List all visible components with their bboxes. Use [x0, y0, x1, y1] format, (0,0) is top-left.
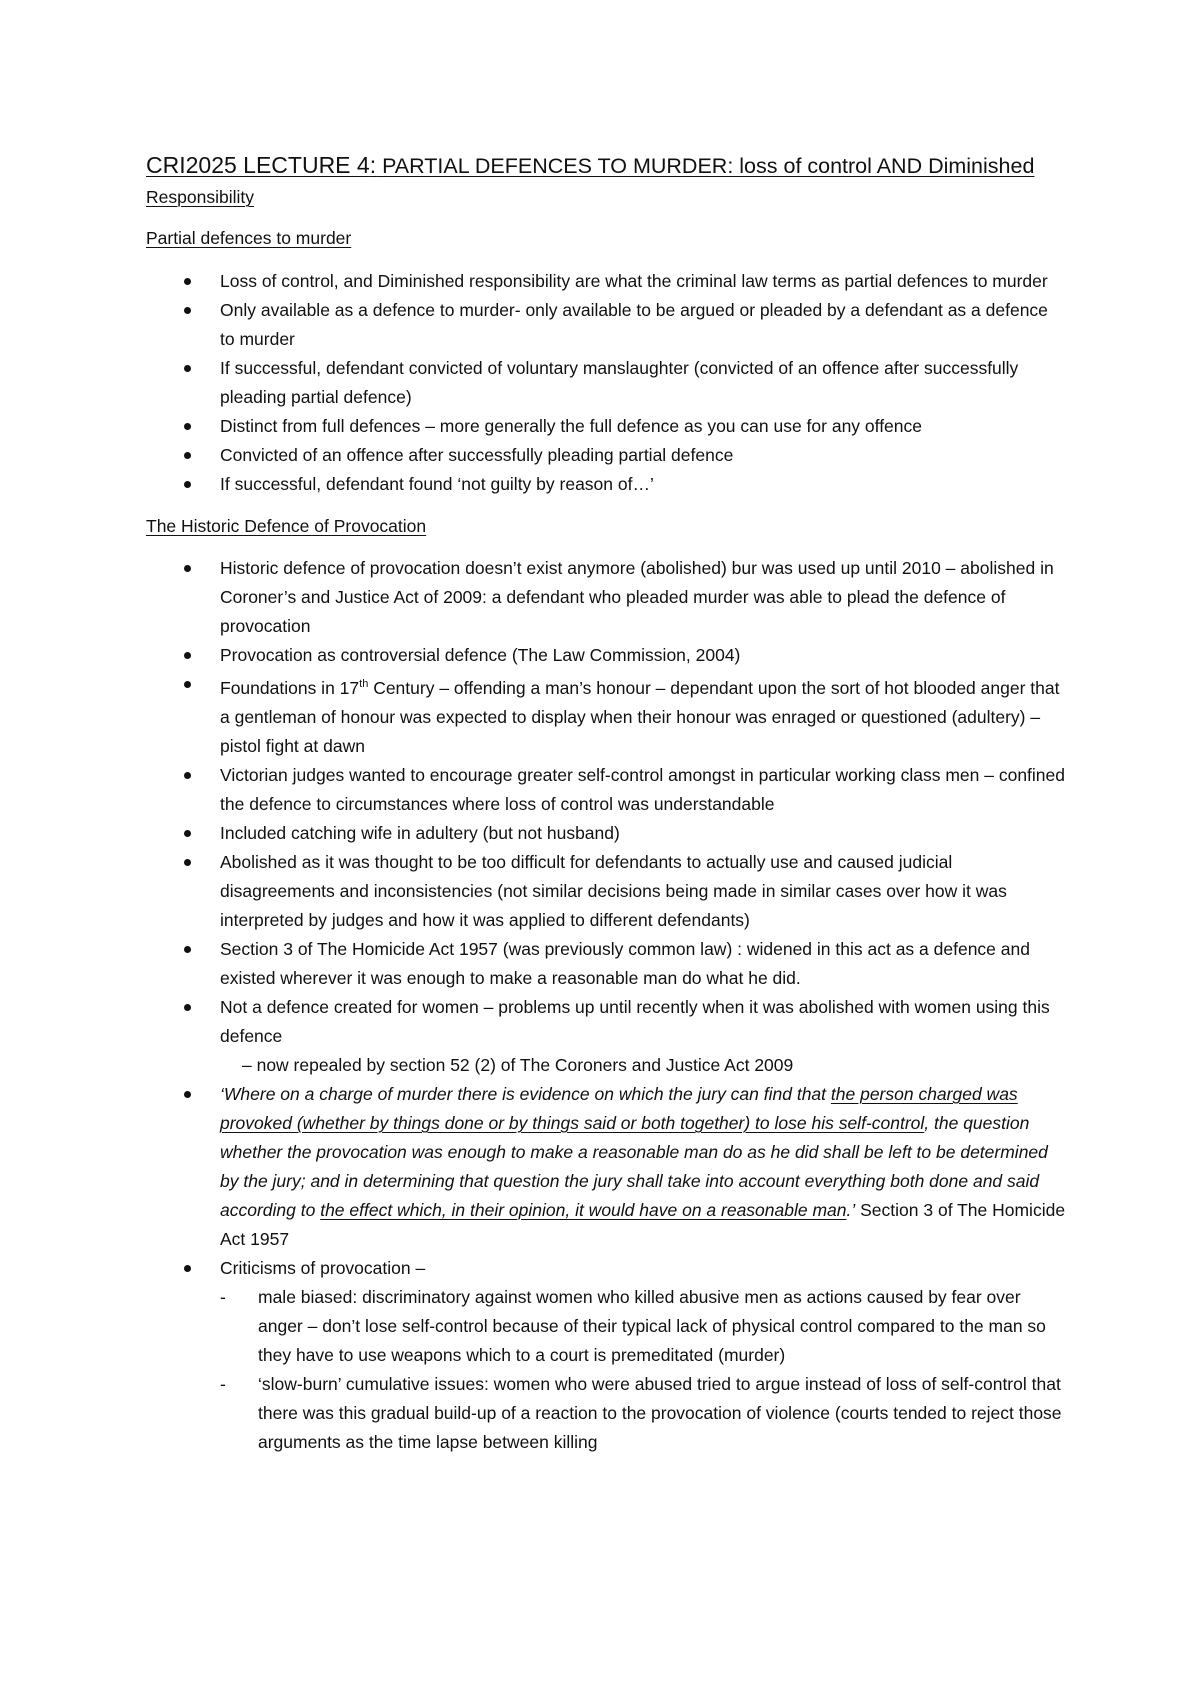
list-item: Section 3 of The Homicide Act 1957 (was previously common law) : widened in this act as a defence and existed wherever it was enough to make a reasonable man do what he did. — [146, 935, 1066, 993]
title-subtitle: PARTIAL DEFENCES TO MURDER: loss of control AND Diminished — [376, 154, 1035, 178]
list-item: Distinct from full defences – more generally the full defence as you can use for any offence — [146, 412, 1066, 441]
quote-part: .’ — [846, 1199, 856, 1220]
list-item: Included catching wife in adultery (but not husband) — [146, 819, 1066, 848]
document-title — [146, 150, 1066, 212]
section-heading-partial-defences: Partial defences to murder — [146, 228, 352, 248]
provocation-list-continued — [146, 1080, 1066, 1457]
quote-part: ‘Where on a charge of murder there is evidence on which the jury can find that — [220, 1083, 831, 1104]
document-page — [146, 150, 1066, 1457]
title-code: CRI2025 LECTURE 4 — [146, 152, 370, 178]
statute-quote-item — [146, 1080, 1066, 1254]
criticisms-label: Criticisms of provocation – — [220, 1257, 426, 1278]
item-text: Century – offending a man’s honour – dependant upon the sort of hot blooded anger that a gentleman of honour was expected to display when their honour was enraged or questioned (adultery) – pistol fight at dawn — [220, 677, 1060, 756]
sub-list-item: - male biased: discriminatory against women who killed abusive men as actions caused by fear over anger – don’t lose self-control because of their typical lack of physical control compared to the man so they have to use weapons which to a court is premeditated (murder) — [220, 1283, 1066, 1370]
section-heading-provocation: The Historic Defence of Provocation — [146, 516, 427, 536]
quote-underlined: the effect which, in their opinion, it would have on a reasonable man — [320, 1199, 847, 1220]
list-item: Historic defence of provocation doesn’t exist anymore (abolished) bur was used up until 2010 – abolished in Coroner’s and Justice Act of 2009: a defendant who pleaded murder was able to plead the defence of provocation — [146, 554, 1066, 641]
item-text: Foundations in 17 — [220, 677, 360, 698]
continuation-line: – now repealed by section 52 (2) of The Coroners and Justice Act 2009 — [242, 1054, 794, 1075]
list-item: Abolished as it was thought to be too difficult for defendants to actually use and caused judicial disagreements and inconsistencies (not similar decisions being made in similar cases over how it was interpreted by judges and how it was applied to different defendants) — [146, 848, 1066, 935]
quote-part: , the question whether the provocation was enough to make a reasonable man do as he did shall be left to be determined by the jury; and in determining that question the jury shall take into account everything both done and said according to — [220, 1112, 1048, 1220]
list-item: Convicted of an offence after successfully pleading partial defence — [146, 441, 1066, 470]
list-item — [146, 1254, 1066, 1457]
list-item: Only available as a defence to murder- only available to be argued or pleaded by a defendant as a defence to murder — [146, 296, 1066, 354]
quote-underlined: the person charged was provoked (whether by things done or by things said or both together) to lose his self-control — [220, 1083, 1018, 1133]
criticisms-sublist — [220, 1283, 1066, 1457]
list-item: If successful, defendant convicted of voluntary manslaughter (convicted of an offence after successfully pleading partial defence) — [146, 354, 1066, 412]
list-item — [146, 670, 1066, 761]
title-text — [146, 154, 1034, 178]
title-colon: : — [369, 152, 377, 178]
title-line2: Responsibility — [146, 187, 254, 207]
list-item: Loss of control, and Diminished responsibility are what the criminal law terms as partial defences to murder — [146, 267, 1066, 296]
list-item: Victorian judges wanted to encourage greater self-control amongst in particular working class men – confined the defence to circumstances where loss of control was understandable — [146, 761, 1066, 819]
list-item: Not a defence created for women – problems up until recently when it was abolished with women using this defence — [146, 993, 1066, 1051]
provocation-list — [146, 554, 1066, 1051]
superscript: th — [359, 678, 369, 690]
quote-source: Section 3 of The Homicide Act 1957 — [220, 1199, 1066, 1249]
list-item: Provocation as controversial defence (The Law Commission, 2004) — [146, 641, 1066, 670]
list-item: If successful, defendant found ‘not guilty by reason of…’ — [146, 470, 1066, 499]
partial-defences-list — [146, 267, 1066, 499]
sub-list-item: - ‘slow-burn’ cumulative issues: women who were abused tried to argue instead of loss of self-control that there was this gradual build-up of a reaction to the provocation of violence (courts tended to reject those arguments as the time lapse between killing — [220, 1370, 1066, 1457]
